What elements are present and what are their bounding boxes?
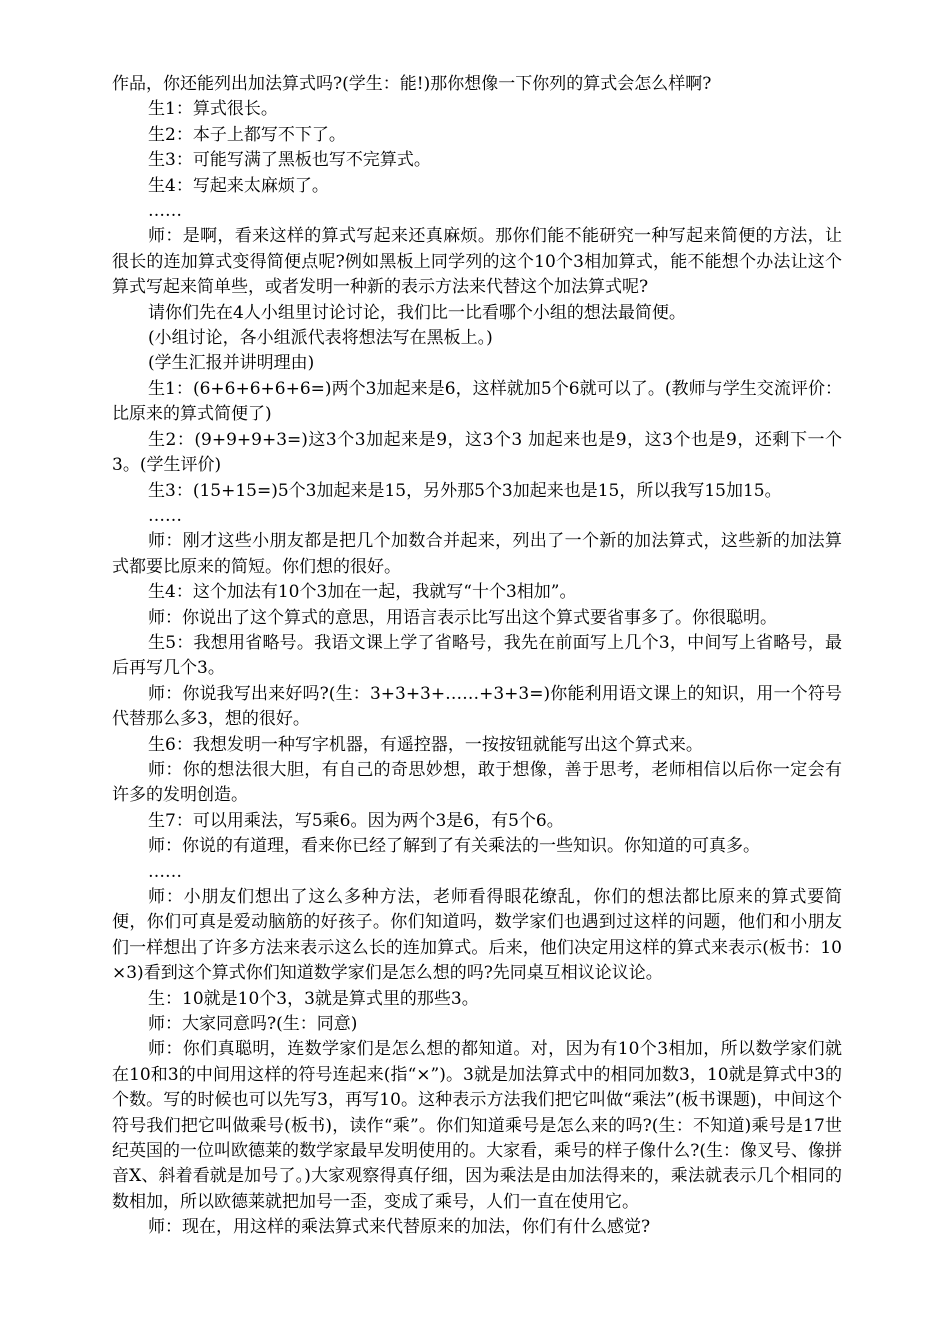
paragraph: …… — [148, 201, 182, 222]
paragraph: 生1：算式很长。 — [148, 99, 278, 120]
paragraph: 作品，你还能列出加法算式吗?(学生：能!)那你想像一下你列的算式会怎么样啊? — [112, 74, 712, 94]
paragraph: 生：10就是10个3，3就是算式里的那些3。 — [148, 988, 479, 1009]
paragraph: 生6：我想发明一种写字机器，有遥控器，一按按钮就能写出这个算式来。 — [148, 734, 703, 755]
paragraph: 师：你说我写出来好吗?(生：3+3+3+……+3+3=)你能利用语文课上的知识，用一个符号代替那么多3，想的很好。 — [112, 683, 842, 730]
paragraph: 生4：这个加法有10个3加在一起，我就写“十个3相加”。 — [148, 582, 577, 603]
paragraph: 师：现在，用这样的乘法算式来代替原来的加法，你们有什么感觉? — [148, 1217, 651, 1238]
paragraph: 生7：可以用乘法，写5乘6。因为两个3是6，有5个6。 — [148, 810, 564, 831]
document-page — [112, 72, 842, 1241]
paragraph: 生3：可能写满了黑板也写不完算式。 — [148, 150, 431, 171]
paragraph: 生3：(15+15=)5个3加起来是15，另外那5个3加起来也是15，所以我写15加15。 — [148, 480, 782, 501]
paragraph: 师：你说的有道理，看来你已经了解到了有关乘法的一些知识。你知道的可真多。 — [148, 836, 760, 857]
paragraph: 师：刚才这些小朋友都是把几个加数合并起来，列出了一个新的加法算式，这些新的加法算式都要比原来的简短。你们想的很好。 — [112, 531, 842, 577]
paragraph: (小组讨论，各小组派代表将想法写在黑板上。) — [148, 328, 493, 349]
paragraph: 师：是啊，看来这样的算式写起来还真麻烦。那你们能不能研究一种写起来简便的方法，让很长的连加算式变得简便点呢?例如黑板上同学列的这个10个3相加算式，能不能想个办法让这个算式写起来简单些，或者发明一种新的表示方法来代替这个加法算式呢? — [112, 226, 842, 298]
paragraph: (学生汇报并讲明理由) — [148, 353, 315, 374]
paragraph: 生1：(6+6+6+6+6=)两个3加起来是6，这样就加5个6就可以了。(教师与学生交流评价：比原来的算式简便了) — [112, 378, 842, 425]
paragraph: 师：你说出了这个算式的意思，用语言表示比写出这个算式要省事多了。你很聪明。 — [148, 607, 777, 628]
paragraph: 请你们先在4人小组里讨论讨论，我们比一比看哪个小组的想法最简便。 — [148, 302, 686, 323]
paragraph: …… — [148, 505, 182, 526]
paragraph: 生2：(9+9+9+3=)这3个3加起来是9，这3个3 加起来也是9，这3个也是9，还剩下一个3。(学生评价) — [112, 429, 842, 476]
paragraph: 师：大家同意吗?(生：同意) — [148, 1014, 358, 1035]
paragraph: 师：小朋友们想出了这么多种方法，老师看得眼花缭乱，你们的想法都比原来的算式要简便，你们可真是爱动脑筋的好孩子。你们知道吗，数学家们也遇到过这样的问题，他们和小朋友们一样想出了许多方法来表示这么长的连加算式。后来，他们决定用这样的算式来表示(板书：10×3)看到这个算式你们知道数学家们是怎么想的吗?先同桌互相议论议论。 — [112, 887, 842, 984]
paragraph: 师：你们真聪明，连数学家们是怎么想的都知道。对，因为有10个3相加，所以数学家们就在10和3的中间用这样的符号连起来(指“×”)。3就是加法算式中的相同加数3，10就是算式中3的个数。写的时候也可以先写3，再写10。这种表示方法我们把它叫做“乘法”(板书课题)，中间这个符号我们把它叫做乘号(板书)，读作“乘”。你们知道乘号是怎么来的吗?(生：不知道)乘号是17世纪英国的一位叫欧德莱的数学家最早发明使用的。大家看，乘号的样子像什么?(生：像叉号、像拼音X、斜着看就是加号了。)大家观察得真仔细，因为乘法是由加法得来的，乘法就表示几个相同的数相加，所以欧德莱就把加号一歪，变成了乘号，人们一直在使用它。 — [112, 1039, 842, 1212]
paragraph: 生4：写起来太麻烦了。 — [148, 175, 329, 196]
paragraph: 生2：本子上都写不下了。 — [148, 124, 346, 145]
paragraph: …… — [148, 861, 182, 882]
paragraph: 生5：我想用省略号。我语文课上学了省略号，我先在前面写上几个3，中间写上省略号，最后再写几个3。 — [112, 632, 842, 679]
paragraph: 师：你的想法很大胆，有自己的奇思妙想，敢于想像，善于思考，老师相信以后你一定会有许多的发明创造。 — [112, 759, 842, 806]
